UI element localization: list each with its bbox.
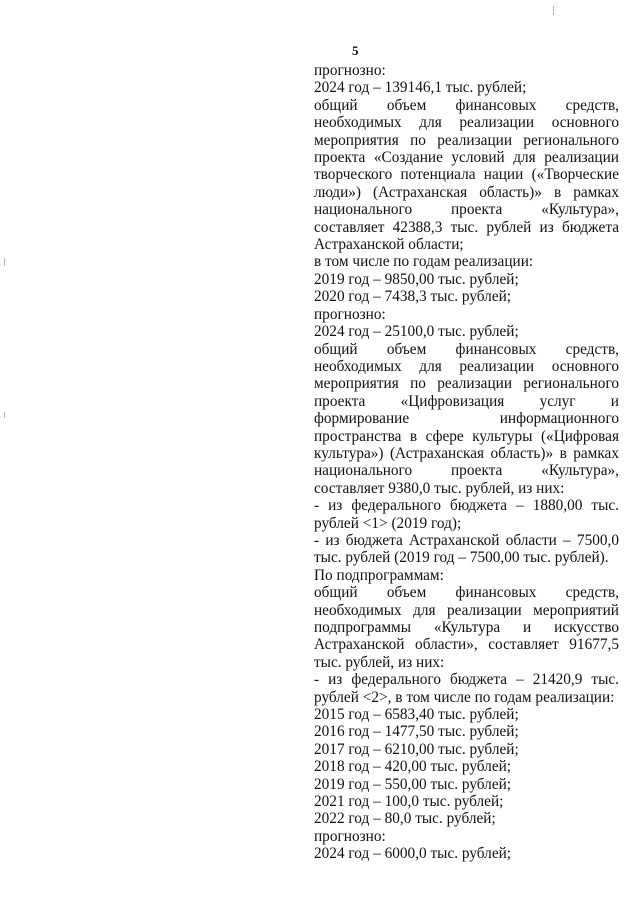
scan-mark-top	[553, 6, 554, 15]
paragraph: прогнозно:	[314, 62, 386, 79]
paragraph: 2016 год – 1477,50 тыс. рублей;	[314, 723, 519, 741]
scan-mark-left-2	[4, 412, 5, 418]
paragraph: По подпрограммам:	[314, 566, 444, 584]
paragraph: общий объем финансовых средств, необходимых для реализации мероприятий подпрограммы «Культура и искусство Астраханской области», составляет 91677,5 тыс. рублей, из них:	[314, 584, 619, 671]
paragraph: - из федерального бюджета – 21420,9 тыс. рублей <2>, в том числе по годам реализации:	[314, 671, 619, 706]
paragraph: 2019 год – 550,00 тыс. рублей;	[314, 775, 512, 793]
paragraph: 2022 год – 80,0 тыс. рублей;	[314, 810, 496, 828]
paragraph: общий объем финансовых средств, необходимых для реализации основного мероприятия по реализации регионального проекта «Цифровизация услуг и формирование информационного пространства в сфере культуры («Цифровая культура») (Астраханская область)» в рамках национального проекта «Культура», составляет 9380,0 тыс. рублей, из них:	[314, 340, 619, 497]
paragraph: общий объем финансовых средств, необходимых для реализации основного мероприятия по реализации регионального проекта «Создание условий для реализации творческого потенциала нации («Творческие люди») (Астраханская область)» в рамках национального проекта «Культура», составляет 42388,3 тыс. рублей из бюджета Астраханской области;	[314, 96, 619, 254]
paragraph: - из бюджета Астраханской области – 7500,0 тыс. рублей (2019 год – 7500,00 тыс. рублей).	[314, 531, 619, 567]
paragraph: 2021 год – 100,0 тыс. рублей;	[314, 793, 504, 811]
paragraph: 2024 год – 139146,1 тыс. рублей;	[314, 79, 527, 97]
paragraph: 2024 год – 6000,0 тыс. рублей;	[314, 845, 512, 863]
paragraph: 2019 год – 9850,00 тыс. рублей;	[314, 270, 519, 288]
paragraph: 2017 год – 6210,00 тыс. рублей;	[314, 740, 519, 758]
paragraph: 2015 год – 6583,40 тыс. рублей;	[314, 706, 519, 724]
paragraph: прогнозно:	[314, 305, 386, 323]
paragraph: 2020 год – 7438,3 тыс. рублей;	[314, 288, 512, 306]
scan-mark-left-1	[4, 258, 5, 266]
paragraph: прогнозно:	[314, 827, 386, 845]
page-number: 5	[352, 43, 359, 58]
paragraph: 2024 год – 25100,0 тыс. рублей;	[314, 323, 519, 341]
paragraph: - из федерального бюджета – 1880,00 тыс. рублей <1> (2019 год);	[314, 497, 619, 532]
body-text	[314, 62, 619, 863]
paragraph: в том числе по годам реализации:	[314, 253, 534, 271]
paragraph: 2018 год – 420,00 тыс. рублей;	[314, 758, 512, 776]
